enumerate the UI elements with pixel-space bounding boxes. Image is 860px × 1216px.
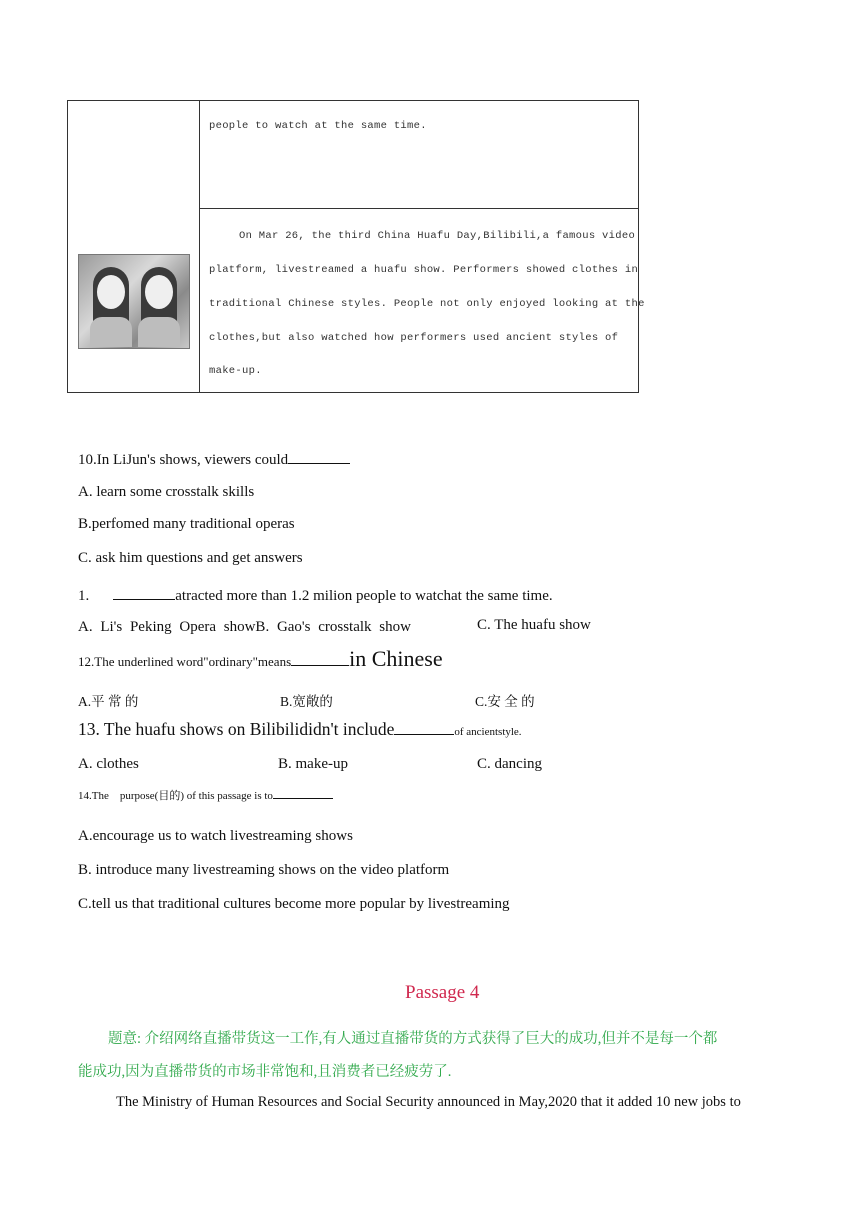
- option-12a: A.平 常 的: [78, 694, 139, 709]
- answer-blank: [288, 448, 350, 464]
- option-10a: A. learn some crosstalk skills: [78, 484, 255, 500]
- question-11-number: 1.: [78, 588, 90, 604]
- option-13b: B. make-up: [278, 756, 348, 772]
- passage-4-summary-line2: 能成功,因为直播带货的市场非常饱和,且消费者已经疲劳了.: [78, 1064, 452, 1080]
- option-12c: C.安 全 的: [475, 694, 535, 709]
- table-row2-line: make-up.: [209, 365, 262, 377]
- option-10c: C. ask him questions and get answers: [78, 550, 303, 566]
- option-11ab: A. Li's Peking Opera showB. Gao's crosstalk show: [78, 619, 411, 635]
- option-10b: B.perfomed many traditional operas: [78, 516, 295, 532]
- question-14-stem: 14.The purpose(目的) of this passage is to: [78, 790, 273, 802]
- answer-blank: [291, 650, 349, 666]
- question-11-stem: atracted more than 1.2 milion people to watchat the same time.: [175, 588, 553, 604]
- passage-4-summary-line1: 题意: 介绍网络直播带货这一工作,有人通过直播带货的方式获得了巨大的成功,但并不是每一个都: [108, 1031, 718, 1047]
- huafu-show-photo: [78, 254, 190, 349]
- question-10: [78, 448, 350, 469]
- option-14b: B. introduce many livestreaming shows on the video platform: [78, 862, 450, 878]
- table-row2-line: platform, livestreamed a huafu show. Performers showed clothes in: [209, 264, 639, 276]
- article-table: [67, 100, 645, 393]
- passage-4-body-line1: The Ministry of Human Resources and Social Security announced in May,2020 that it added 10 new jobs to: [116, 1094, 741, 1110]
- question-11: [78, 584, 553, 605]
- table-row2-line: clothes,but also watched how performers used ancient styles of: [209, 332, 619, 344]
- option-11c: C. The huafu show: [477, 617, 591, 633]
- question-12: [78, 646, 443, 672]
- table-column-divider: [199, 101, 200, 392]
- question-12-tail: in Chinese: [349, 646, 443, 671]
- option-14a: A.encourage us to watch livestreaming shows: [78, 828, 353, 844]
- table-row1-text: people to watch at the same time.: [209, 120, 427, 132]
- question-13-stem: 13. The huafu shows on Bilibilididn't include: [78, 719, 395, 739]
- table-row2-line: On Mar 26, the third China Huafu Day,Bilibili,a famous video: [239, 230, 636, 242]
- question-12-stem: 12.The underlined word"ordinary"means: [78, 654, 292, 669]
- passage-4-title: Passage 4: [405, 982, 480, 1003]
- question-14: [78, 787, 333, 804]
- answer-blank: [113, 584, 175, 600]
- answer-blank: [394, 719, 454, 735]
- option-13a: A. clothes: [78, 756, 139, 772]
- table-row-divider: [199, 208, 638, 209]
- answer-blank: [273, 787, 333, 799]
- table-row2-line: traditional Chinese styles. People not only enjoyed looking at the: [209, 298, 645, 310]
- option-13c: C. dancing: [477, 756, 542, 772]
- option-14c: C.tell us that traditional cultures become more popular by livestreaming: [78, 896, 510, 912]
- question-10-stem: 10.In LiJun's shows, viewers could: [78, 452, 289, 468]
- option-12b: B.宽敞的: [280, 694, 333, 709]
- question-13-tail: of ancientstyle.: [454, 726, 522, 738]
- question-13: [78, 719, 522, 740]
